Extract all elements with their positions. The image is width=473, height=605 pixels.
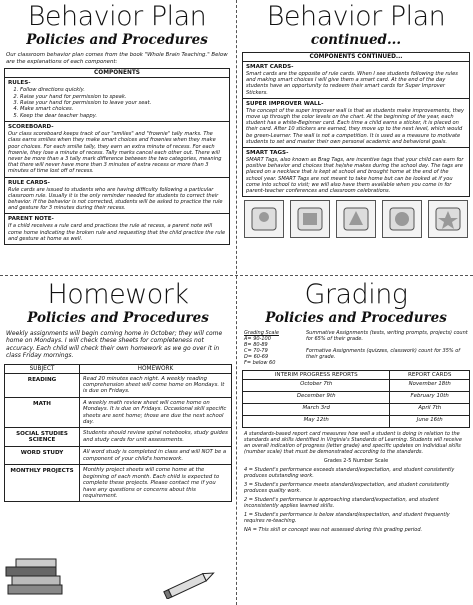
scale-item: F= below 60 (244, 360, 276, 366)
homework-intro: Weekly assignments will begin coming home in October; they will come home on Mondays. I will check these sheets for completeness not accuracy. Each child will check their own homework as we go over it in class Friday mornings. (6, 330, 223, 360)
report-date: November 18th (390, 380, 470, 392)
rule-item: 4. Make smart choices. (20, 106, 226, 112)
homework-cell: A weekly math review sheet will come home on Mondays. It is due on Fridays. Occasional skill specific sheets are sent home; those are due the next school day. (80, 397, 232, 428)
tag-image (382, 200, 422, 238)
homework-header: HOMEWORK (80, 364, 232, 373)
tag-image (290, 200, 330, 238)
continued-title: Behavior Plan (266, 2, 446, 32)
smart-tags-images (242, 200, 470, 238)
scale-item: D= 60-69 (244, 354, 269, 360)
subject-cell: MATH (5, 397, 80, 428)
report-date: June 16th (390, 416, 470, 428)
continued-subtitle: continued... (310, 32, 402, 48)
table-row (243, 392, 470, 404)
tag-image (244, 200, 284, 238)
subject-cell: MONTHLY PROJECTS (5, 465, 80, 502)
homework-table (4, 364, 232, 503)
grading-subtitle: Policies and Procedures (265, 310, 447, 326)
scoreboard-section (5, 122, 229, 177)
interim-date: October 7th (243, 380, 390, 392)
behavior-title: Behavior Plan (27, 2, 207, 32)
homework-cell: Monthly project sheets will come home at the beginning of each month. Each child is expected to complete these projects. Please contact me if you have any questions or concerns about this requirement. (80, 465, 232, 502)
superimprover-text: The concept of the super improver wall is that as students make improvements, they move up through the color levels on the chart. At the beginning of the year, each student has a white-Beginner card. Each time a child earns a sticker, it is placed on their card. After 10 stickers are earned, they move up to the next level, which would be green-Learner. The wall is not a competition. It is used as a measure to motivate students to set and master their own personal academic and behavioral goals. (246, 107, 465, 145)
horizontal-cut-line (0, 275, 473, 276)
rule-item: 1. Follow directions quickly. (20, 87, 226, 93)
rules-title: RULES- (8, 80, 31, 87)
table-row (5, 465, 232, 502)
grading-scale (244, 330, 468, 366)
subject-cell: SOCIAL STUDIES SCIENCE (5, 428, 80, 447)
behavior-intro: Our classroom behavior plan comes from the book "Whole Brain Teaching." Below are the explanations of each component: (6, 52, 228, 65)
homework-cell: Read 20 minutes each night. A weekly reading comprehension sheet will come home on Mondays. It is due on Fridays. (80, 373, 232, 397)
smarttags-text: SMART Tags, also known as Brag Tags, are incentive tags that your child can earn for positive behavior and choices that he/she makes during the school day. The tags are placed on a necklace that is kept at school and brought home at the end of the school year. SMART Tags are not meant to take home but can be looked at if you come into school to visit; we will also have them available when you come in for parent-teacher conferences and classroom celebrations. (246, 157, 464, 195)
rule-item: 5. Keep the dear teacher happy. (20, 113, 226, 119)
scale-description: NA = This skill or concept was not assessed during this grading period. (244, 527, 423, 533)
table-header-row (5, 364, 232, 373)
tag-image (428, 200, 468, 238)
scale-item: A= 90-100 (244, 336, 271, 342)
vertical-cut-line (236, 0, 237, 605)
number-scale-title: Grades 2-5 Number Scale (323, 458, 389, 464)
scale-item: B= 80-89 (244, 342, 268, 348)
behavior-subtitle: Policies and Procedures (26, 32, 208, 48)
table-row (243, 404, 470, 416)
table-row (5, 397, 232, 428)
table-header-row (243, 371, 470, 380)
interim-date: May 12th (243, 416, 390, 428)
parentnote-section (5, 214, 229, 244)
smartcards-text: Smart cards are the opposite of rule cards. When I see students following the rules and making smart choices I will give them a smart card. At the end of the day students have an opportunity to redeem their smart cards for Super Improver Stickers. (246, 71, 458, 96)
smarttags-section (243, 148, 469, 196)
report-date: February 10th (390, 392, 470, 404)
components-box (4, 68, 230, 245)
rulecards-title: RULE CARDS- (8, 179, 50, 186)
scale-description: 2 = Student's performance is approaching standard/expectation, and student inconsistently applies learned skills. (244, 497, 439, 509)
components-continued-header: COMPONENTS CONTINUED... (243, 53, 469, 62)
grading-section (242, 280, 470, 602)
report-date: April 7th (390, 404, 470, 416)
behavior-plan-section (4, 2, 230, 270)
smartcards-title: SMART CARDS- (246, 64, 294, 70)
homework-subtitle: Policies and Procedures (27, 310, 209, 326)
parentnote-text: If a child receives a rule card and practices the rule at recess, a parent note will come home indicating the broken rule and requesting that the child practice the rule and gesture at home as well. (8, 223, 226, 242)
interim-header: INTERIM PROGRESS REPORTS (243, 371, 390, 380)
assignment-weights (306, 330, 468, 366)
parentnote-title: PARENT NOTE- (8, 216, 54, 223)
pencil-clipart (160, 569, 220, 599)
homework-section (4, 280, 232, 602)
tag-image (336, 200, 376, 238)
standards-explanation (244, 431, 468, 533)
table-row (243, 380, 470, 392)
subject-cell: WORD STUDY (5, 447, 80, 465)
report-card-header: REPORT CARDS (390, 371, 470, 380)
components-header: COMPONENTS (5, 69, 229, 78)
interim-date: March 3rd (243, 404, 390, 416)
behavior-continued-section (242, 2, 470, 270)
smartcards-section (243, 62, 469, 99)
components-continued-box (242, 52, 470, 197)
rulecards-section (5, 178, 229, 215)
report-dates-table (242, 370, 470, 428)
rules-list (8, 87, 226, 119)
formative-text: Formative Assignments (quizzes, classwork) count for 35% of their grade. (306, 348, 461, 360)
rule-item: 3. Raise your hand for permission to leave your seat. (20, 100, 226, 106)
subject-cell: READING (5, 373, 80, 397)
homework-title: Homework (47, 280, 189, 310)
table-row (5, 373, 232, 397)
scoreboard-text: Our class scoreboard keeps track of our "smilies" and "frownie" tally marks. The class earns smilies when they make smart choices and frownies when they make poor choices. For each smilie tally, they earn an extra minute of recess. For each frownie, they lose a minute of recess. Tally marks cancel each other out. There will never be more than a 3 tally mark difference between the two categories, meaning that there will never have more than 3 minutes of extra recess or more than 3 minutes of time lost off of recess. (8, 131, 222, 175)
superimprover-section (243, 99, 469, 148)
scale-description: 1 = Student's performance is below standard/expectation, and student frequently requires re-teaching. (244, 512, 450, 524)
rulecards-text: Rule cards are issued to students who are having difficulty following a particular classroom rule. Usually it is the only reminder needed for students to correct their behavior. If the behavior is not corrected, students will be asked to practice the rule and gesture for 3 minutes during their recess. (8, 186, 223, 212)
standards-intro: A standards-based report card measures how well a student is doing in relation to the standards and skills identified in Virginia's Standards of Learning. Students will receive an overall indication of progress (letter grade) and specific updates on individual skills (number scale) that must be demonstrated according to the standards. (244, 431, 462, 455)
summative-text: Summative Assignments (tests, writing prompts, projects) count for 65% of their grade. (306, 330, 468, 342)
rule-item: 2. Raise your hand for permission to speak. (20, 94, 226, 100)
interim-date: December 9th (243, 392, 390, 404)
scale-list (244, 330, 306, 366)
scale-description: 4 = Student's performance exceeds standard/expectation, and student consistently produces outstanding work. (244, 467, 455, 479)
grading-title: Grading (304, 280, 408, 310)
homework-cell: Students should review spiral notebooks, study guides and study cards for unit assessments. (80, 428, 232, 447)
rules-section (5, 78, 229, 122)
table-row (5, 447, 232, 465)
scale-description: 3 = Student's performance meets standard/expectation, and student consistently produces quality work. (244, 482, 450, 494)
table-row (5, 428, 232, 447)
superimprover-title: SUPER IMPROVER WALL- (246, 100, 324, 107)
books-clipart (4, 557, 66, 597)
subject-header: SUBJECT (5, 364, 80, 373)
table-row (243, 416, 470, 428)
smarttags-title: SMART TAGS- (246, 150, 289, 157)
scale-item: C= 70-79 (244, 348, 268, 354)
homework-cell: All word study is completed in class and will NOT be a component of your child's homework. (80, 447, 232, 465)
scoreboard-title: SCOREBOARD- (8, 124, 54, 131)
scale-title: Grading Scale (244, 330, 279, 336)
